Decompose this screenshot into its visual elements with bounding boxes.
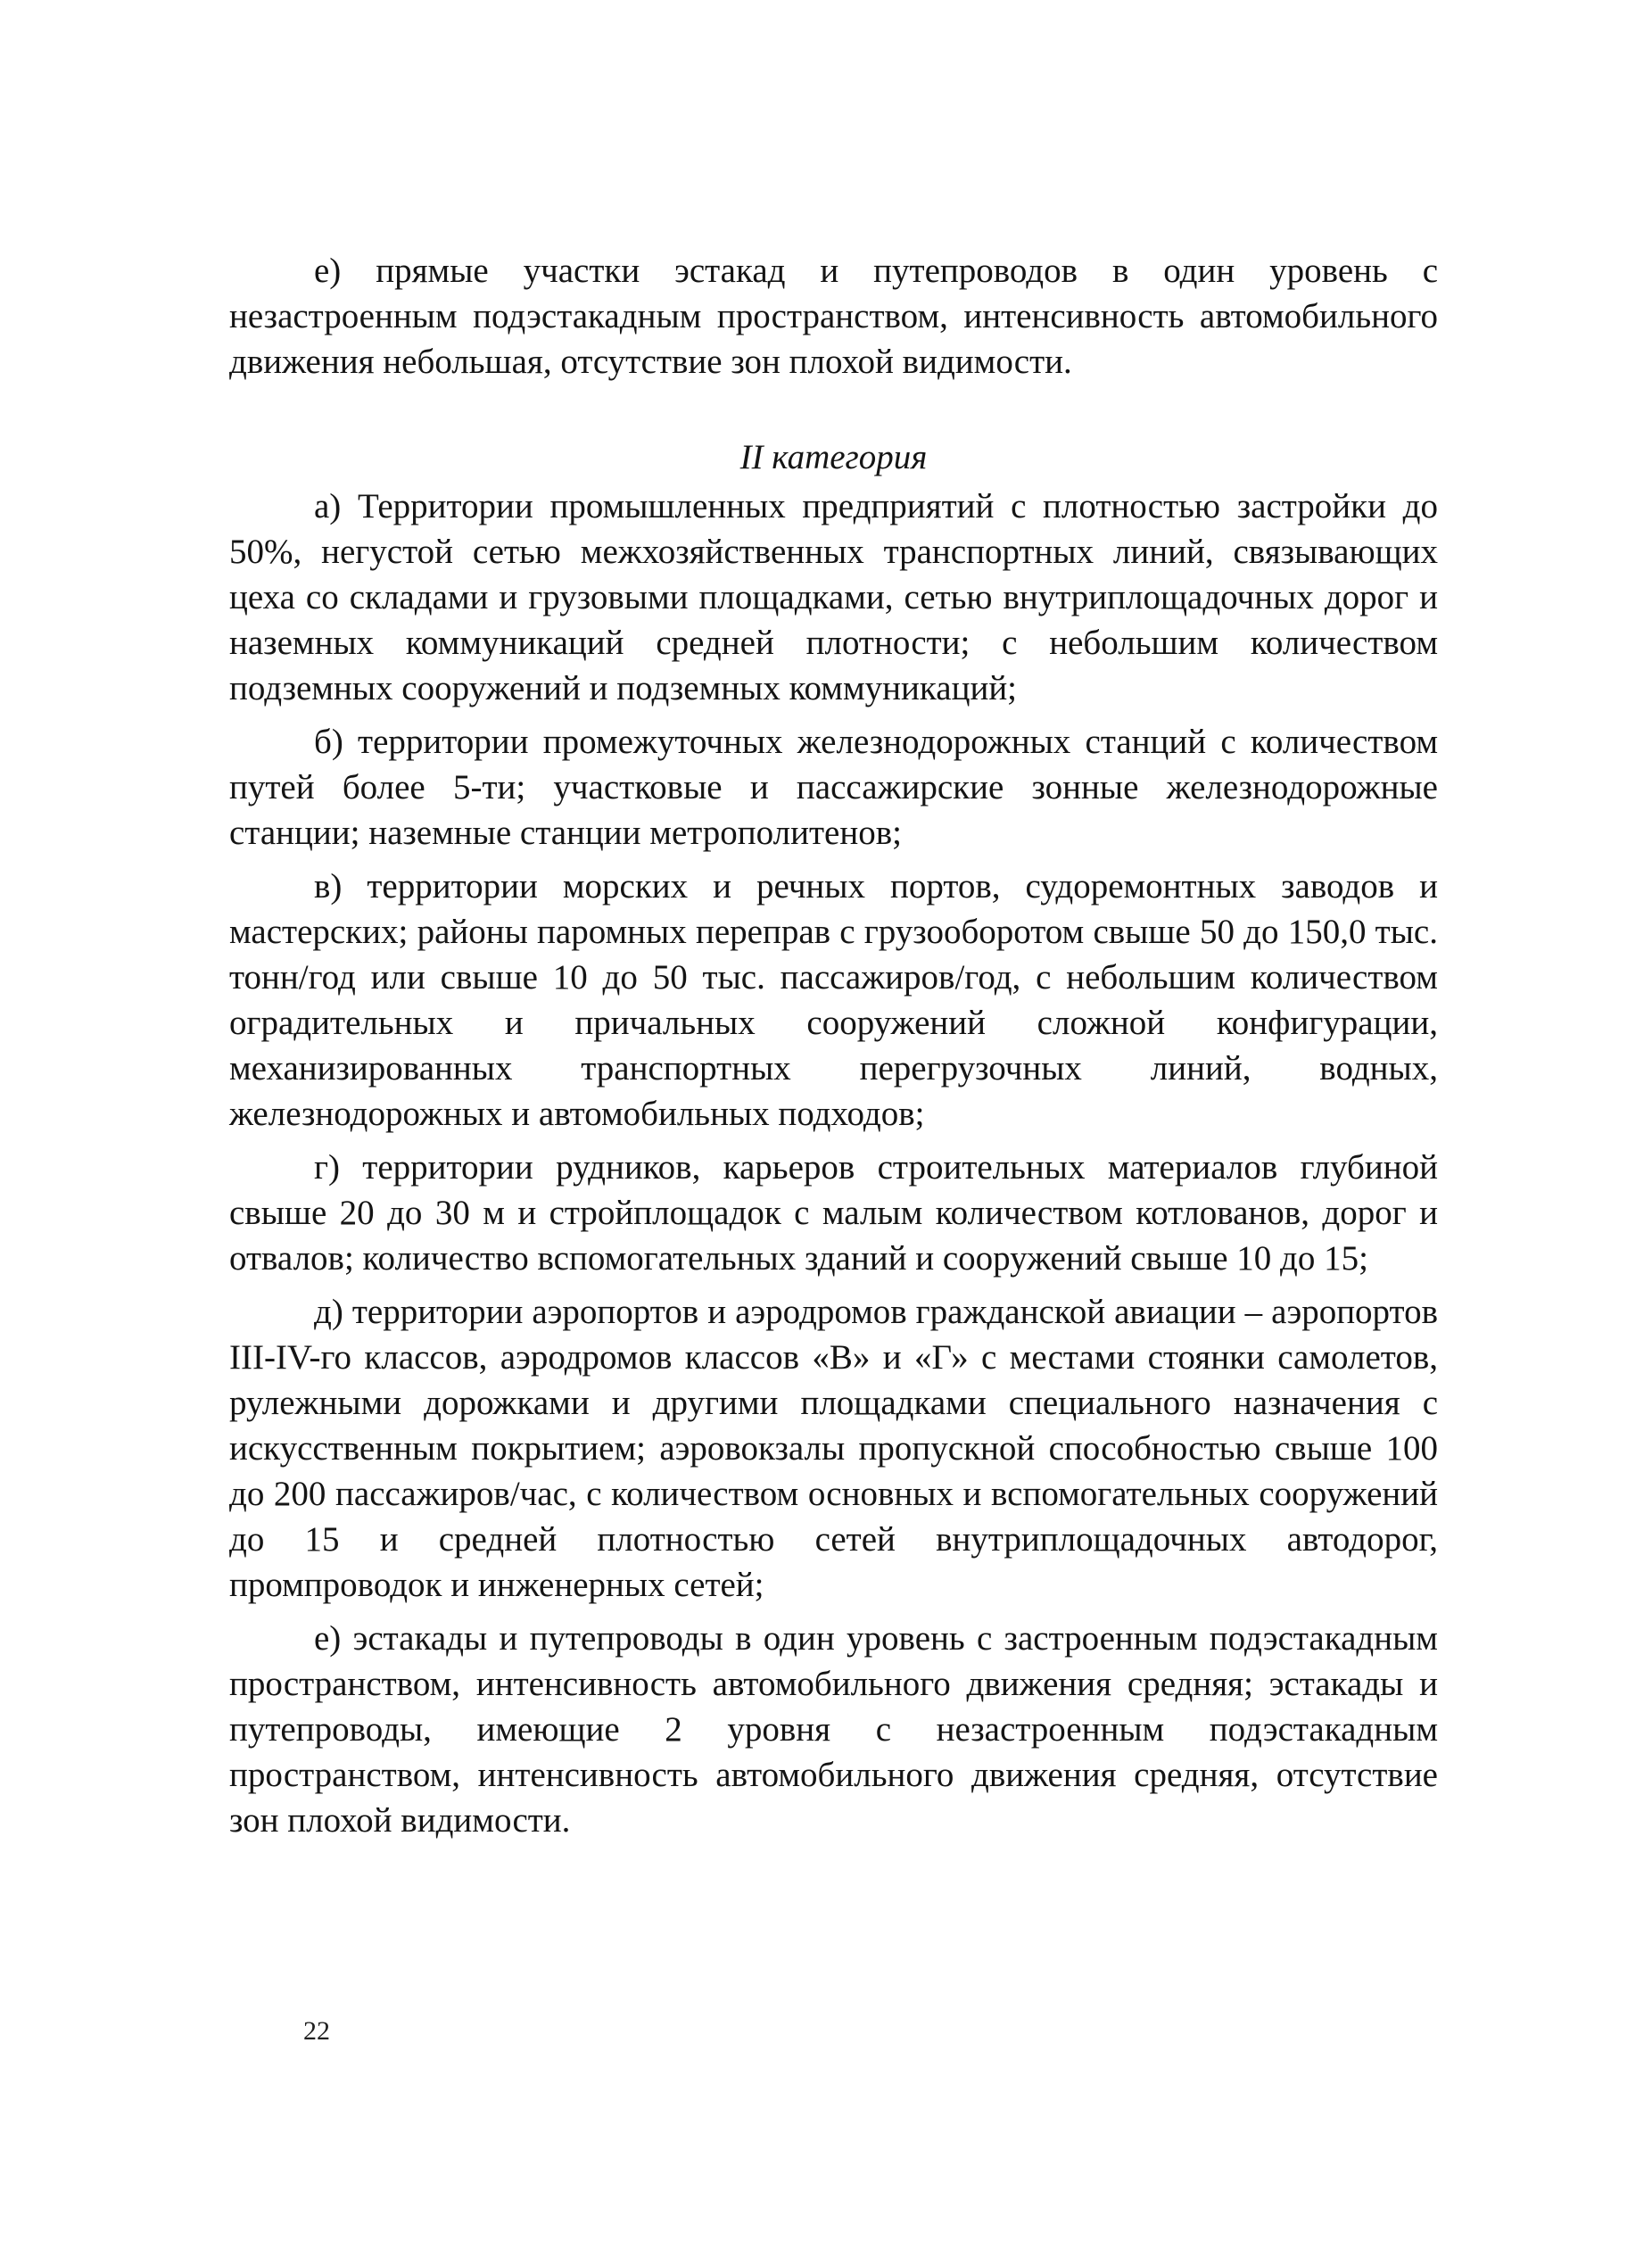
list-item-a: а) Территории промышленных предприятий с плотностью застройки до 50%, негустой сетью межхозяйственных транспортных линий, связывающих цеха со складами и грузовыми площадками, сетью внутриплощадочных дорог и наземных коммуникаций средней плотности; с небольшим количеством подземных сооружений и подземных коммуникаций; [229,487,1438,707]
list-item-b: б) территории промежуточных железнодорожных станций с количеством путей более 5-ти; участковые и пассажирские зонные железнодорожные станции; наземные станции метрополитенов; [229,723,1438,852]
page-body [229,248,1438,1843]
section-heading: II категория [739,438,928,476]
list-item-e: е) эстакады и путепроводы в один уровень с застроенным подэстакадным пространством, интенсивность автомобильного движения средняя; эстакады и путепроводы, имеющие 2 уровня с незастроенным подэстакадным пространством, интенсивность автомобильного движения средняя, отсутствие зон плохой видимости. [229,1619,1438,1840]
intro-paragraph: е) прямые участки эстакад и путепроводов в один уровень с незастроенным подэстакадным пространством, интенсивность автомобильного движения небольшая, отсутствие зон плохой видимости. [229,252,1438,381]
page-number: 22 [303,2016,330,2046]
list-item-d: д) территории аэропортов и аэродромов гражданской авиации – аэропортов III-IV-го классов, аэродромов классов «В» и «Г» с местами стоянки самолетов, рулежными дорожками и другими площадками специального назначения с искусственным покрытием; аэровокзалы пропускной способностью свыше 100 до 200 пассажиров/час, с количеством основных и вспомогательных сооружений до 15 и средней плотностью сетей внутриплощадочных автодорог, промпроводок и инженерных сетей; [229,1293,1438,1604]
list-item-g: г) территории рудников, карьеров строительных материалов глубиной свыше 20 до 30 м и стройплощадок с малым количеством котлованов, дорог и отвалов; количество вспомогательных зданий и сооружений свыше 10 до 15; [229,1148,1438,1278]
list-item-v: в) территории морских и речных портов, судоремонтных заводов и мастерских; районы паромных переправ с грузооборотом свыше 50 до 150,0 тыс. тонн/год или свыше 10 до 50 тыс. пассажиров/год, с небольшим количеством оградительных и причальных сооружений сложной конфигурации, механизированных транспортных перегрузочных линий, водных, железнодорожных и автомобильных подходов; [229,867,1438,1133]
